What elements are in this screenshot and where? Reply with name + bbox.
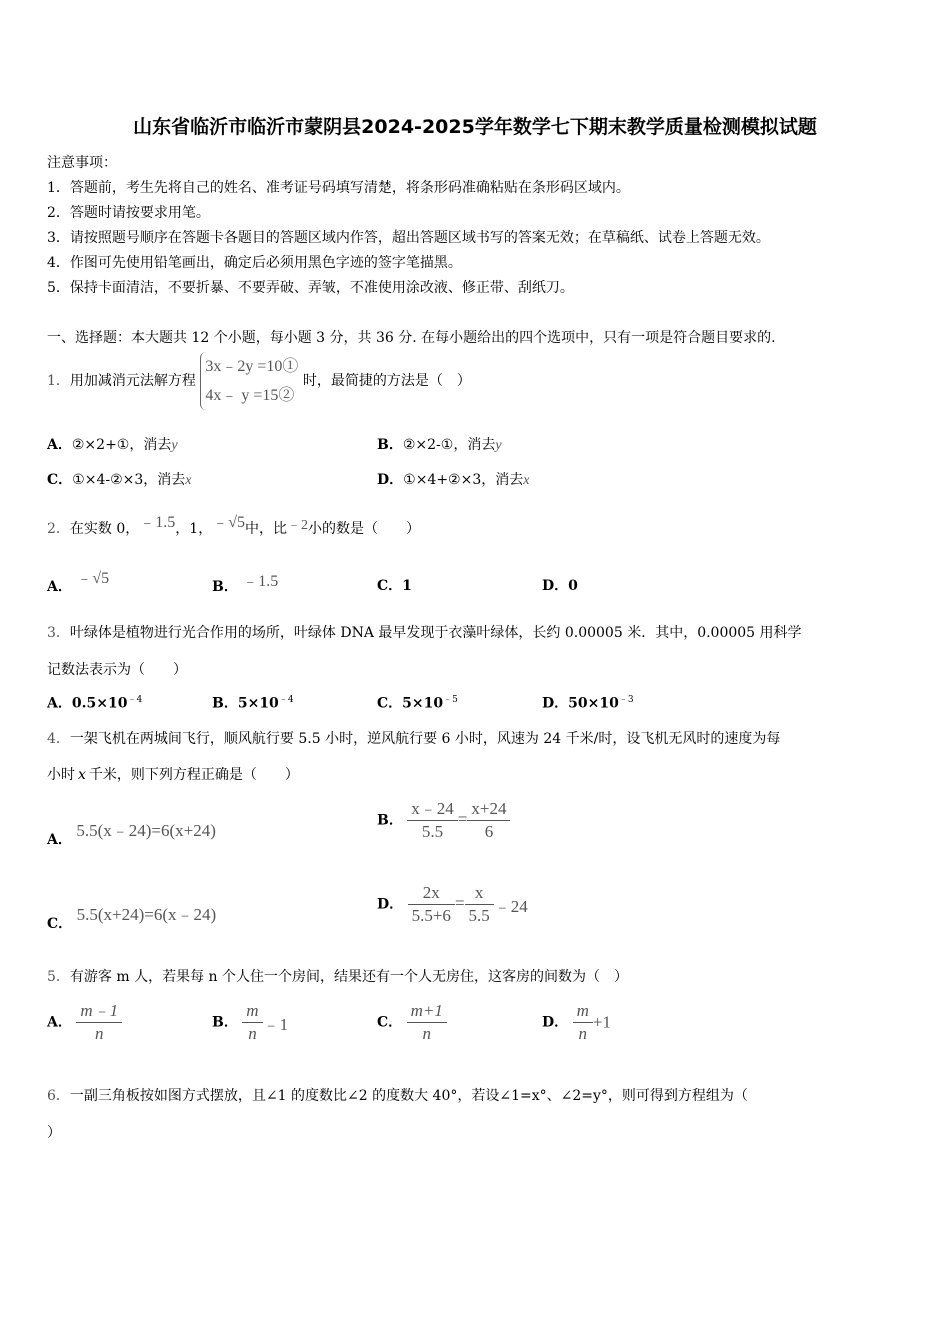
question-4: 4．一架飞机在两城间飞行，顺风航行要 5.5 小时，逆风航行要 6 小时，风速为 24 千米/时，设飞机无风时的速度为每 — [47, 731, 781, 747]
option-a[interactable]: A． ﹣√5 — [47, 570, 110, 595]
equation-2: 4x﹣ y =15② — [205, 387, 295, 404]
note-item: 5．保持卡面清洁，不要折暴、不要弄破、弄皱，不准使用涂改液、修正带、刮纸刀。 — [47, 280, 574, 296]
page-title: 山东省临沂市临沂市蒙阴县2024-2025学年数学七下期末教学质量检测模拟试题 — [133, 116, 817, 138]
fraction: $\frac{x+24}{6}$ — [467, 798, 510, 843]
notes-heading: 注意事项： — [47, 155, 117, 171]
fraction: $\frac{m+1}{n}$ — [407, 1000, 447, 1045]
fraction: $\frac{2x}{5.5+6}$ — [408, 882, 455, 927]
option-b[interactable]: B． $\frac{m}{n}$ ﹣1 — [212, 1001, 289, 1043]
equation-1: 3x﹣2y =10① — [205, 358, 299, 375]
question-3-continued: 记数法表示为（ ） — [47, 662, 187, 678]
option-a[interactable]: A． $\frac{m﹣1}{n}$ — [47, 1000, 122, 1045]
fraction: $\frac{m}{n}$ — [242, 1000, 262, 1045]
option-c[interactable]: C．1 — [377, 578, 412, 594]
option-c[interactable]: C．$5\times 10^{﹣5}$ — [377, 695, 458, 712]
question-6: 6．一副三角板按如图方式摆放，且∠1 的度数比∠2 的度数大 40°，若设∠1=x°、∠2=y°，则可得到方程组为（ — [47, 1088, 748, 1104]
option-d[interactable]: D． $\frac{m}{n}$ +1 — [542, 1001, 611, 1043]
option-d[interactable]: D．$50\times 10^{﹣3}$ — [542, 695, 634, 712]
fraction: $\frac{m}{n}$ — [573, 1000, 593, 1045]
fraction: $\frac{m﹣1}{n}$ — [76, 1000, 122, 1045]
question-text: 时，最简捷的方法是（ ） — [302, 373, 471, 389]
option-a[interactable]: A．$0.5\times 10^{﹣4}$ — [47, 695, 143, 712]
question-2: 2．在实数 0，﹣1.5，1，﹣√5中，比﹣2小的数是（ ） — [47, 514, 421, 537]
fraction: $\frac{x﹣24}{5.5}$ — [407, 798, 458, 843]
question-4-continued: 小时 x 千米，则下列方程正确是（ ） — [47, 767, 299, 783]
option-d[interactable]: D．①×4+②×3，消去x — [377, 472, 530, 488]
option-d[interactable]: D． $\frac{2x}{5.5+6}$ = $\frac{x}{5.5}$ ﹣24 — [377, 883, 528, 925]
option-d[interactable]: D．0 — [542, 578, 578, 594]
question-6-continued: ） — [47, 1125, 61, 1141]
fraction: $\frac{x}{5.5}$ — [465, 882, 494, 927]
option-b[interactable]: B．$5\times 10^{﹣4}$ — [212, 695, 294, 712]
question-text: 用加减消元法解方程 — [69, 373, 196, 389]
option-c[interactable]: C．①×4-②×3，消去x — [47, 472, 192, 488]
note-item: 2．答题时请按要求用笔。 — [47, 205, 210, 221]
option-b[interactable]: B． ﹣1.5 — [212, 573, 279, 595]
question-5: 5．有游客 m 人，若果每 n 个人住一个房间，结果还有一个人无房住，这客房的间数为（ ） — [47, 969, 629, 985]
option-a[interactable]: A．②×2+①，消去y — [47, 437, 178, 453]
equation-system — [200, 352, 298, 410]
question-1 — [47, 352, 471, 410]
option-c[interactable]: C． $\frac{m+1}{n}$ — [377, 1000, 447, 1045]
question-3: 3．叶绿体是植物进行光合作用的场所，叶绿体 DNA 最早发现于衣藻叶绿体，长约 0.00005 米．其中，0.00005 用科学 — [47, 625, 802, 641]
note-item: 3．请按照题号顺序在答题卡各题目的答题区域内作答，超出答题区域书写的答案无效；在草稿纸、试卷上答题无效。 — [47, 230, 770, 246]
question-number: 1． — [47, 373, 70, 389]
option-a[interactable]: A． 5.5(x﹣24)=6(x+24) — [47, 821, 216, 848]
note-item: 4．作图可先使用铅笔画出，确定后必须用黑色字迹的签字笔描黑。 — [47, 255, 462, 271]
section-heading: 一、选择题：本大题共 12 个小题，每小题 3 分，共 36 分. 在每小题给出的四个选项中，只有一项是符合题目要求的. — [47, 330, 776, 346]
option-c[interactable]: C． 5.5(x+24)=6(x﹣24) — [47, 905, 217, 932]
option-b[interactable]: B． $\frac{x﹣24}{5.5}$ = $\frac{x+24}{6}$ — [377, 798, 510, 843]
option-b[interactable]: B．②×2-①，消去y — [377, 437, 502, 453]
note-item: 1．答题前，考生先将自己的姓名、准考证号码填写清楚，将条形码准确粘贴在条形码区域内。 — [47, 180, 630, 196]
